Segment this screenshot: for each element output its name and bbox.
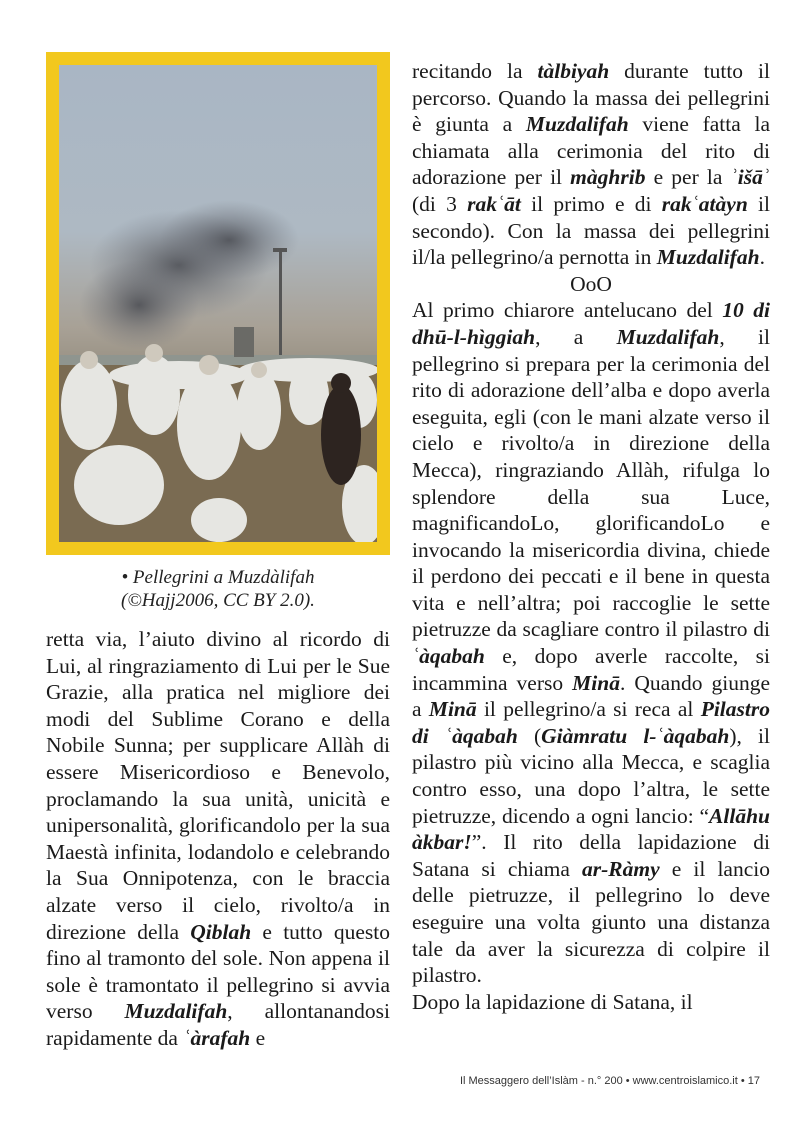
pilgrims-photo	[59, 65, 377, 542]
text-run: , il pellegrino si prepara per la cerimonia del rito di adorazione dell’alba e dopo averla eseguita, egli (con le mani alzate verso il cielo e rivolto/a in direzione della Mecca), ringraziando Allàh, rifulga lo splendore della sua Luce, magnificandoLo, glorificandoLo e invocando la misericordia divina, chiede il perdono dei peccati e il bene in questa vita e nell’altra; poi raccoglie le sette pietruzze da scagliare contro il pilastro di	[412, 324, 770, 642]
term-allahu-akbar: Allāhu àkbar!	[412, 803, 770, 855]
text-run: il primo e di	[520, 191, 662, 216]
term-arafah: ʿàrafah	[183, 1025, 251, 1050]
term-muzdalifah: Muzdalifah	[525, 112, 629, 137]
term-muzdalifah: Muzdalifah	[124, 999, 228, 1024]
term-isha: ʾišāʾ	[730, 165, 771, 190]
caption-line-2: (©Hajj2006, CC BY 2.0).	[121, 590, 315, 611]
photo-caption	[46, 566, 390, 612]
text-run: ”. Il rito della lapidazione di Satana si chiama	[412, 830, 770, 881]
term-aqabah: ʿàqabah	[412, 644, 485, 669]
caption-line-1: • Pellegrini a Muzdàlifah	[121, 567, 315, 588]
text-run: retta via, l’aiuto divino al ricordo di Lui, al ringraziamento di Lui per le Sue Grazie, alla pratica nel migliore dei modi del Sublime Corano e della Nobile Sunna; per supplicare Allàh di essere Misericordioso e Benevolo, proclamando la sua unità, unicità e unipersonalità, glorificandolo per la sua Maestà infinita, lodandolo e celebrando la Sua Onnipotenza, con le braccia alzate verso il cielo, rivolto/a in direzione della	[46, 627, 390, 944]
section-separator: OoO	[570, 271, 612, 296]
pilgrims-photo-drawing	[59, 65, 377, 542]
text-run: . Quando giunge a	[412, 670, 770, 722]
text-run: .	[759, 245, 765, 270]
term-muzdalifah: Muzdalifah	[656, 245, 760, 270]
text-run: recitando la	[412, 59, 538, 83]
text-run: ), il pilastro più vicino alla Mecca, e scaglia contro esso, una dopo l’altra, le sette pietruzze, dicendo a ogni lancio: “	[412, 723, 770, 828]
term-rakatayn: rakʿatàyn	[661, 191, 748, 216]
text-run: Al primo chiarore antelucano del	[412, 298, 723, 323]
term-ar-ramy: ar-Ràmy	[582, 856, 660, 881]
text-run: (	[517, 723, 542, 748]
text-run: e per la	[645, 165, 731, 190]
right-paragraph-2	[412, 297, 770, 988]
text-run: durante tutto il percorso. Quando la massa dei pellegrini è giunta a	[412, 59, 770, 137]
term-talbiyah: tàlbiyah	[537, 59, 610, 83]
term-date: 10 di dhū-l-hìggiah	[412, 298, 770, 349]
right-paragraph-3: Dopo la lapidazione di Satana, il	[412, 989, 693, 1014]
term-mina: Minā	[572, 670, 620, 695]
text-run: (di 3	[412, 191, 468, 216]
right-paragraph-1	[412, 58, 770, 271]
text-run: , allontanandosi rapidamente da	[46, 999, 390, 1050]
term-muzdalifah: Muzdalifah	[616, 324, 720, 349]
text-run: il pellegrino/a si reca al	[476, 697, 701, 722]
text-run: , a	[535, 324, 617, 349]
text-run: e tutto questo fino al tramonto del sole. Non appena il sole è tramontato il pellegrino si avvia verso	[46, 919, 390, 1024]
text-run: e	[250, 1025, 266, 1050]
term-qiblah: Qiblah	[190, 919, 252, 944]
left-column-text	[46, 626, 390, 1052]
term-maghrib: màghrib	[570, 165, 646, 190]
page-footer: Il Messaggero dell’Islàm - n.° 200 • www.centroislamico.it • 17	[459, 1075, 760, 1087]
term-pilastro: Pilastro di ʿàqabah	[412, 697, 770, 748]
left-paragraph	[46, 626, 390, 1052]
term-rakat: rakʿāt	[467, 191, 521, 216]
text-run: e, dopo averle raccolte, si incammina verso	[412, 644, 770, 695]
text-run: viene fatta la chiamata alla cerimonia del rito di adorazione per il	[412, 112, 770, 190]
term-mina: Minā	[428, 697, 477, 722]
text-run: e il lancio delle pietruzze, il pellegrino lo deve eseguire una volta giunto una distanza tale da aver la sicurezza di colpire il pilastro.	[412, 856, 770, 988]
text-run: il secondo). Con la massa dei pellegrini il/la pellegrino/a pernotta in	[412, 191, 770, 270]
term-giamratu: Giàmratu l-ʿàqabah	[541, 723, 730, 748]
right-column-text	[412, 58, 770, 1015]
photo-frame	[46, 52, 390, 555]
